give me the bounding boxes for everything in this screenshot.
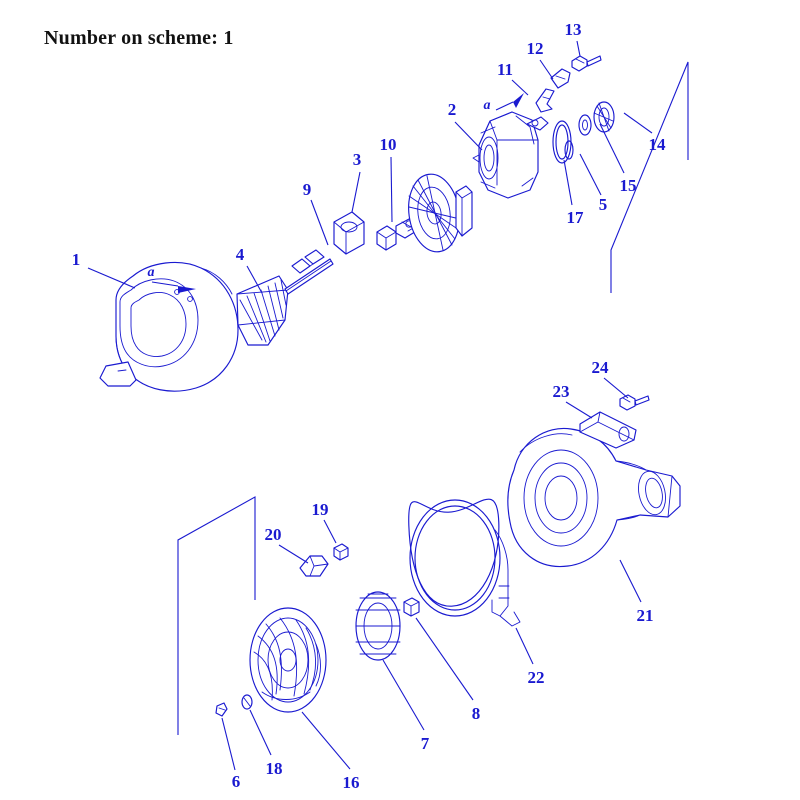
part-4-shaft <box>285 259 333 294</box>
callout-16: 16 <box>342 773 360 792</box>
callout-4: 4 <box>235 245 245 264</box>
callout-3: 3 <box>352 150 362 169</box>
part-15-washer <box>579 115 591 135</box>
section-mark-a-right: a <box>483 98 491 113</box>
part-17-o-ring <box>553 121 571 163</box>
callout-8: 8 <box>471 704 481 723</box>
part-20-bracket <box>300 556 328 576</box>
part-10-compressor-wheel <box>404 171 472 255</box>
section-arrow-right <box>496 93 524 110</box>
part-4-turbine-wheel <box>237 276 288 345</box>
part-14-retainer-ring <box>594 102 614 132</box>
part-19-bolt <box>334 544 348 560</box>
callout-11: 11 <box>496 60 514 79</box>
part-6-plug <box>216 703 227 716</box>
callout-2: 2 <box>447 100 457 119</box>
part-16-impeller <box>250 608 326 712</box>
callout-15: 15 <box>619 176 637 195</box>
callout-9: 9 <box>302 180 312 199</box>
callout-24: 24 <box>591 358 609 377</box>
part-21-compressor-housing <box>508 428 680 566</box>
part-8-nut <box>404 598 419 616</box>
callout-13: 13 <box>564 20 582 39</box>
part-12-bracket <box>551 69 570 88</box>
callout-17: 17 <box>566 208 584 227</box>
part-18-pin <box>242 695 252 709</box>
part-24-bolt <box>620 395 649 410</box>
callout-14: 14 <box>648 135 666 154</box>
callout-12: 12 <box>526 39 544 58</box>
part-11-clip <box>536 89 554 112</box>
callout-19: 19 <box>311 500 329 519</box>
callout-23: 23 <box>552 382 570 401</box>
callout-6: 6 <box>231 772 241 791</box>
callout-22: 22 <box>527 668 545 687</box>
part-13-bolt <box>572 56 601 71</box>
page-title: Number on scheme: 1 <box>44 27 234 49</box>
part-2-bearing-housing <box>473 112 548 198</box>
callout-21: 21 <box>636 606 654 625</box>
callout-10: 10 <box>379 135 397 154</box>
part-7-back-plate <box>356 592 400 660</box>
part-22-clamp-ring <box>408 499 520 626</box>
section-mark-a-left: a <box>147 265 155 280</box>
callout-1: 1 <box>71 250 81 269</box>
callout-7: 7 <box>420 734 430 753</box>
part-3-sleeve <box>334 212 364 254</box>
callout-20: 20 <box>264 525 282 544</box>
callout-5: 5 <box>598 195 608 214</box>
callout-18: 18 <box>265 759 283 778</box>
